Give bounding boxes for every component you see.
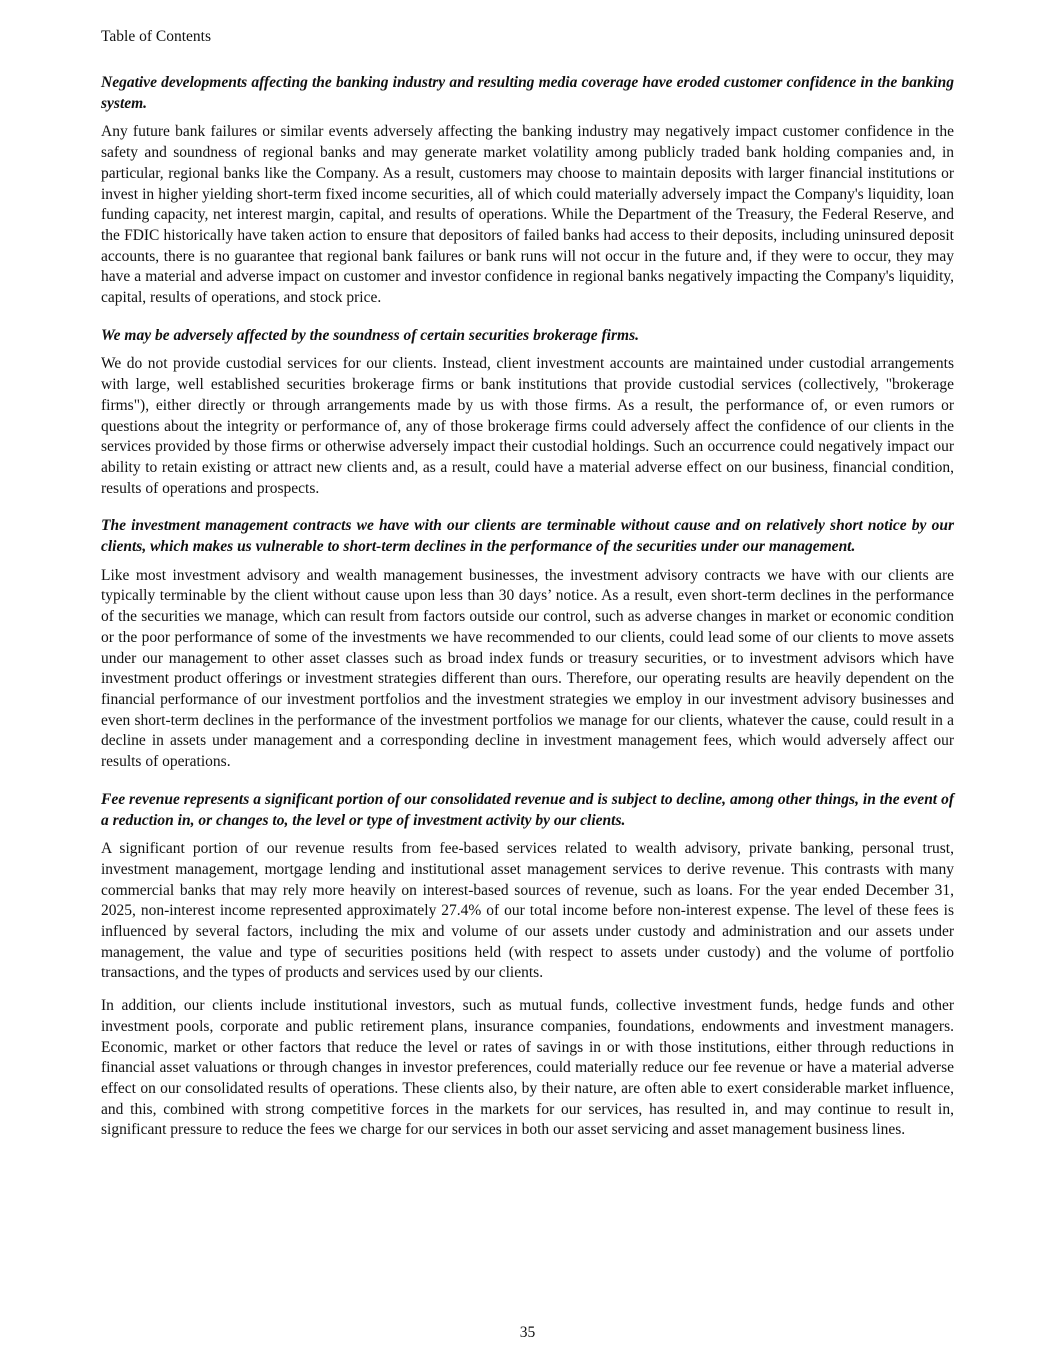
- section-paragraph: Any future bank failures or similar events adversely affecting the banking industry may negatively impact customer confidence in the safety and soundness of regional banks and may generate market volatility among publicly traded bank holding companies and, in particular, regional banks like the Company. As a result, customers may choose to maintain deposits with larger financial institutions or invest in higher yielding short-term fixed income securities, all of which could materially adversely impact the Company's liquidity, loan funding capacity, net interest margin, capital, and results of operations. While the Department of the Treasury, the Federal Reserve, and the FDIC historically have taken action to ensure that depositors of failed banks had access to their deposits, including uninsured deposit accounts, there is no guarantee that regional bank failures or bank runs will not occur in the future and, if they were to occur, they may have a material and adverse impact on customer and investor confidence in regional banks negatively impacting the Company's liquidity, capital, results of operations, and stock price.: [101, 123, 954, 307]
- section-fee-revenue: [101, 790, 954, 1141]
- section-heading: The investment management contracts we have with our clients are terminable without cause and on relatively short notice by our clients, which makes us vulnerable to short-term declines in the performance of the securities under our management.: [101, 517, 954, 556]
- section-heading: We may be adversely affected by the soundness of certain securities brokerage firms.: [101, 326, 639, 344]
- section-heading: Negative developments affecting the banking industry and resulting media coverage have eroded customer confidence in the banking system.: [101, 74, 954, 112]
- section-heading: Fee revenue represents a significant portion of our consolidated revenue and is subject to decline, among other things, in the event of a reduction in, or changes to, the level or type of investment activity by our clients.: [101, 790, 954, 829]
- table-of-contents-link[interactable]: Table of Contents: [101, 28, 211, 45]
- section-paragraph: Like most investment advisory and wealth management businesses, the investment advisory contracts we have with our clients are typically terminable by the client without cause upon less than 30 days’ notice. As a result, even short-term declines in the performance of the securities we manage, which can result from factors outside our control, such as adverse changes in market or economic condition or the poor performance of some of the investments we have recommended to our clients, could lead some of our clients to move assets under our management to other asset classes such as broad index funds or treasury securities, or to investment advisors which have investment product offerings or investment strategies different than ours. Therefore, our operating results are heavily dependent on the financial performance of our investment portfolios and the investment strategies we employ in our investment advisory businesses and even short-term declines in the performance of the investment portfolios we manage for our clients, whatever the cause, could result in a decline in assets under management and a corresponding decline in investment management fees, which would adversely affect our results of operations.: [101, 566, 954, 771]
- section-paragraph: In addition, our clients include institutional investors, such as mutual funds, collective investment funds, hedge funds and other investment pools, corporate and public retirement plans, insurance companies, foundations, endowments and investment managers. Economic, market or other factors that reduce the level or rates of savings in or with those institutions, either through reductions in financial asset valuations or through changes in investor preferences, could materially reduce our fee revenue or have a material adverse effect on our consolidated results of operations. These clients also, by their nature, are often able to exert considerable market influence, and this, combined with strong competitive forces in the markets for our services, has resulted in, and may continue to result in, significant pressure to reduce the fees we charge for our services in both our asset servicing and asset management business lines.: [101, 997, 954, 1139]
- page-number: 35: [519, 1324, 536, 1341]
- section-paragraph: A significant portion of our revenue results from fee-based services related to wealth advisory, private banking, personal trust, investment management, mortgage lending and institutional asset management services to derive revenue. This contrasts with many commercial banks that may rely more heavily on interest-based sources of revenue, such as loans. For the year ended December 31, 2025, non-interest income represented approximately 27.4% of our total income before non-interest expense. The level of these fees is influenced by several factors, including the mix and volume of our assets under custody and administration and our assets under management, the value and type of securities positions held (with respect to assets under custody) and the volume of portfolio transactions, and the types of products and services used by our clients.: [101, 840, 954, 982]
- section-banking-confidence: [101, 73, 954, 309]
- section-brokerage-firms: [101, 326, 954, 500]
- risk-factors-content: [101, 73, 954, 1158]
- section-paragraph: We do not provide custodial services for our clients. Instead, client investment accounts are maintained under custodial arrangements with large, well established securities brokerage firms or bank institutions that provide custodial services (collectively, "brokerage firms"), either directly or through arrangements made by us with those firms. As a result, the performance of, or even rumors or questions about the integrity or performance of, any of those brokerage firms could adversely affect the confidence of our clients in the services provided by those firms or otherwise adversely impact their custodial holdings. Such an occurrence could negatively impact our ability to retain existing or attract new clients and, as a result, could have a material adverse effect on our business, financial condition, results of operations and prospects.: [101, 355, 954, 497]
- section-investment-contracts: [101, 516, 954, 772]
